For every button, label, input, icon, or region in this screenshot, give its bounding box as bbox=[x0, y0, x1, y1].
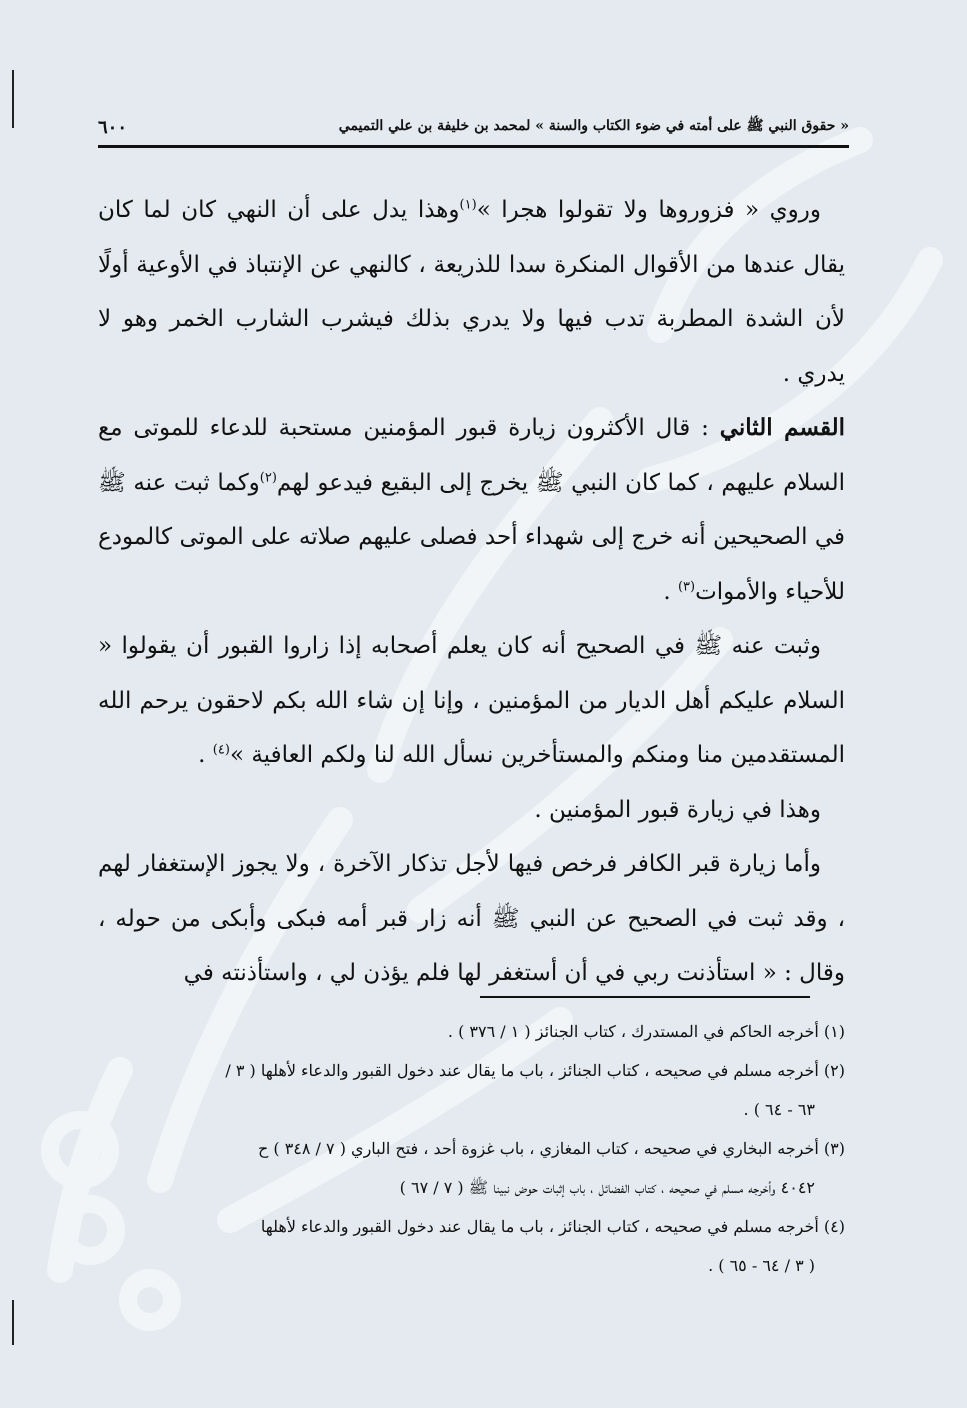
footnote-1: (١) أخرجه الحاكم في المستدرك ، كتاب الجنائز ( ١ / ٣٧٦ ) . bbox=[447, 1022, 845, 1041]
paragraph-3: وثبت عنه ﷺ في الصحيح أنه كان يعلم أصحابه إذا زاروا القبور أن يقولوا « السلام عليكم أهل الديار من المؤمنين ، وإنا إن شاء الله بكم لاحقون يرحم الله المستقدمين منا ومنكم والمستأخرين نسأل الله لنا ولكم العافية »$^{(٤)}$ . bbox=[98, 633, 845, 768]
footnote-4: (٤) أخرجه مسلم في صحيحه ، كتاب الجنائز ، باب ما يقال عند دخول القبور والدعاء لأهلها bbox=[260, 1217, 845, 1236]
main-text bbox=[98, 183, 845, 1001]
paragraph-2: القسم الثاني : قال الأكثرون زيارة قبور المؤمنين مستحبة للدعاء للموتى مع السلام عليهم ، كما كان النبي ﷺ يخرج إلى البقيع فيدعو لهم$^{(٢)}$وكما ثبت عنه ﷺ في الصحيحين أنه خرج إلى شهداء أحد فصلى عليهم صلاته على الموتى كالمودع للأحياء والأموات$^{(٣)}$ . bbox=[98, 414, 845, 605]
footnote-ref-4[interactable]: (٤) bbox=[212, 742, 230, 758]
section-title: القسم الثاني bbox=[719, 414, 845, 441]
footnote-ref-1[interactable]: (١) bbox=[459, 197, 477, 213]
page-number: ٦٠٠ bbox=[98, 116, 128, 138]
left-margin-mark-top bbox=[12, 70, 14, 128]
footnote-ref-3[interactable]: (٣) bbox=[677, 578, 696, 594]
left-margin-mark-bottom bbox=[12, 1300, 14, 1345]
footnote-3-cont: ٤٠٤٢ وأخرجه مسلم في صحيحه ، كتاب الفضائل ، باب إثبات حوض نبينا ﷺ ( ٧ / ٦٧ ) bbox=[399, 1178, 815, 1197]
footnote-ref-2[interactable]: (٢) bbox=[259, 469, 277, 485]
paragraph-1: وروي « فزوروها ولا تقولوا هجرا »$^{(١)}$وهذا يدل على أن النهي كان لما كان يقال عندها من الأقوال المنكرة سدا للذريعة ، كالنهي عن الإنتباذ في الأوعية أولًا لأن الشدة المطربة تدب فيها ولا يدري بذلك فيشرب الشارب الخمر وهو لا يدري . bbox=[98, 197, 845, 387]
header-title: « حقوق النبي ﷺ على أمته في ضوء الكتاب والسنة » لمحمد بن خليفة بن علي التميمي bbox=[338, 118, 849, 134]
footnote-3: (٣) أخرجه البخاري في صحيحه ، كتاب المغازي ، باب غزوة أحد ، فتح الباري ( ٧ / ٣٤٨ ) ح bbox=[257, 1139, 845, 1158]
footnote-2: (٢) أخرجه مسلم في صحيحه ، كتاب الجنائز ، باب ما يقال عند دخول القبور والدعاء لأهلها ( ٣ / bbox=[225, 1061, 845, 1080]
footnote-rule bbox=[480, 996, 810, 998]
paragraph-4: وهذا في زيارة قبور المؤمنين . bbox=[534, 796, 821, 823]
running-header bbox=[98, 112, 849, 142]
footnote-4-cont: ( ٣ / ٦٤ - ٦٥ ) . bbox=[708, 1256, 815, 1275]
footnotes bbox=[98, 1012, 845, 1285]
paragraph-5: وأما زيارة قبر الكافر فرخص فيها لأجل تذكار الآخرة ، ولا يجوز الإستغفار لهم ، وقد ثبت في الصحيح عن النبي ﷺ أنه زار قبر أمه فبكى وأبكى من حوله ، وقال : « استأذنت ربي في أن أستغفر لها فلم يؤذن لي ، واستأذنته في bbox=[98, 851, 845, 986]
footnote-2-cont: ٦٣ - ٦٤ ) . bbox=[743, 1100, 815, 1119]
header-rule bbox=[98, 145, 849, 148]
